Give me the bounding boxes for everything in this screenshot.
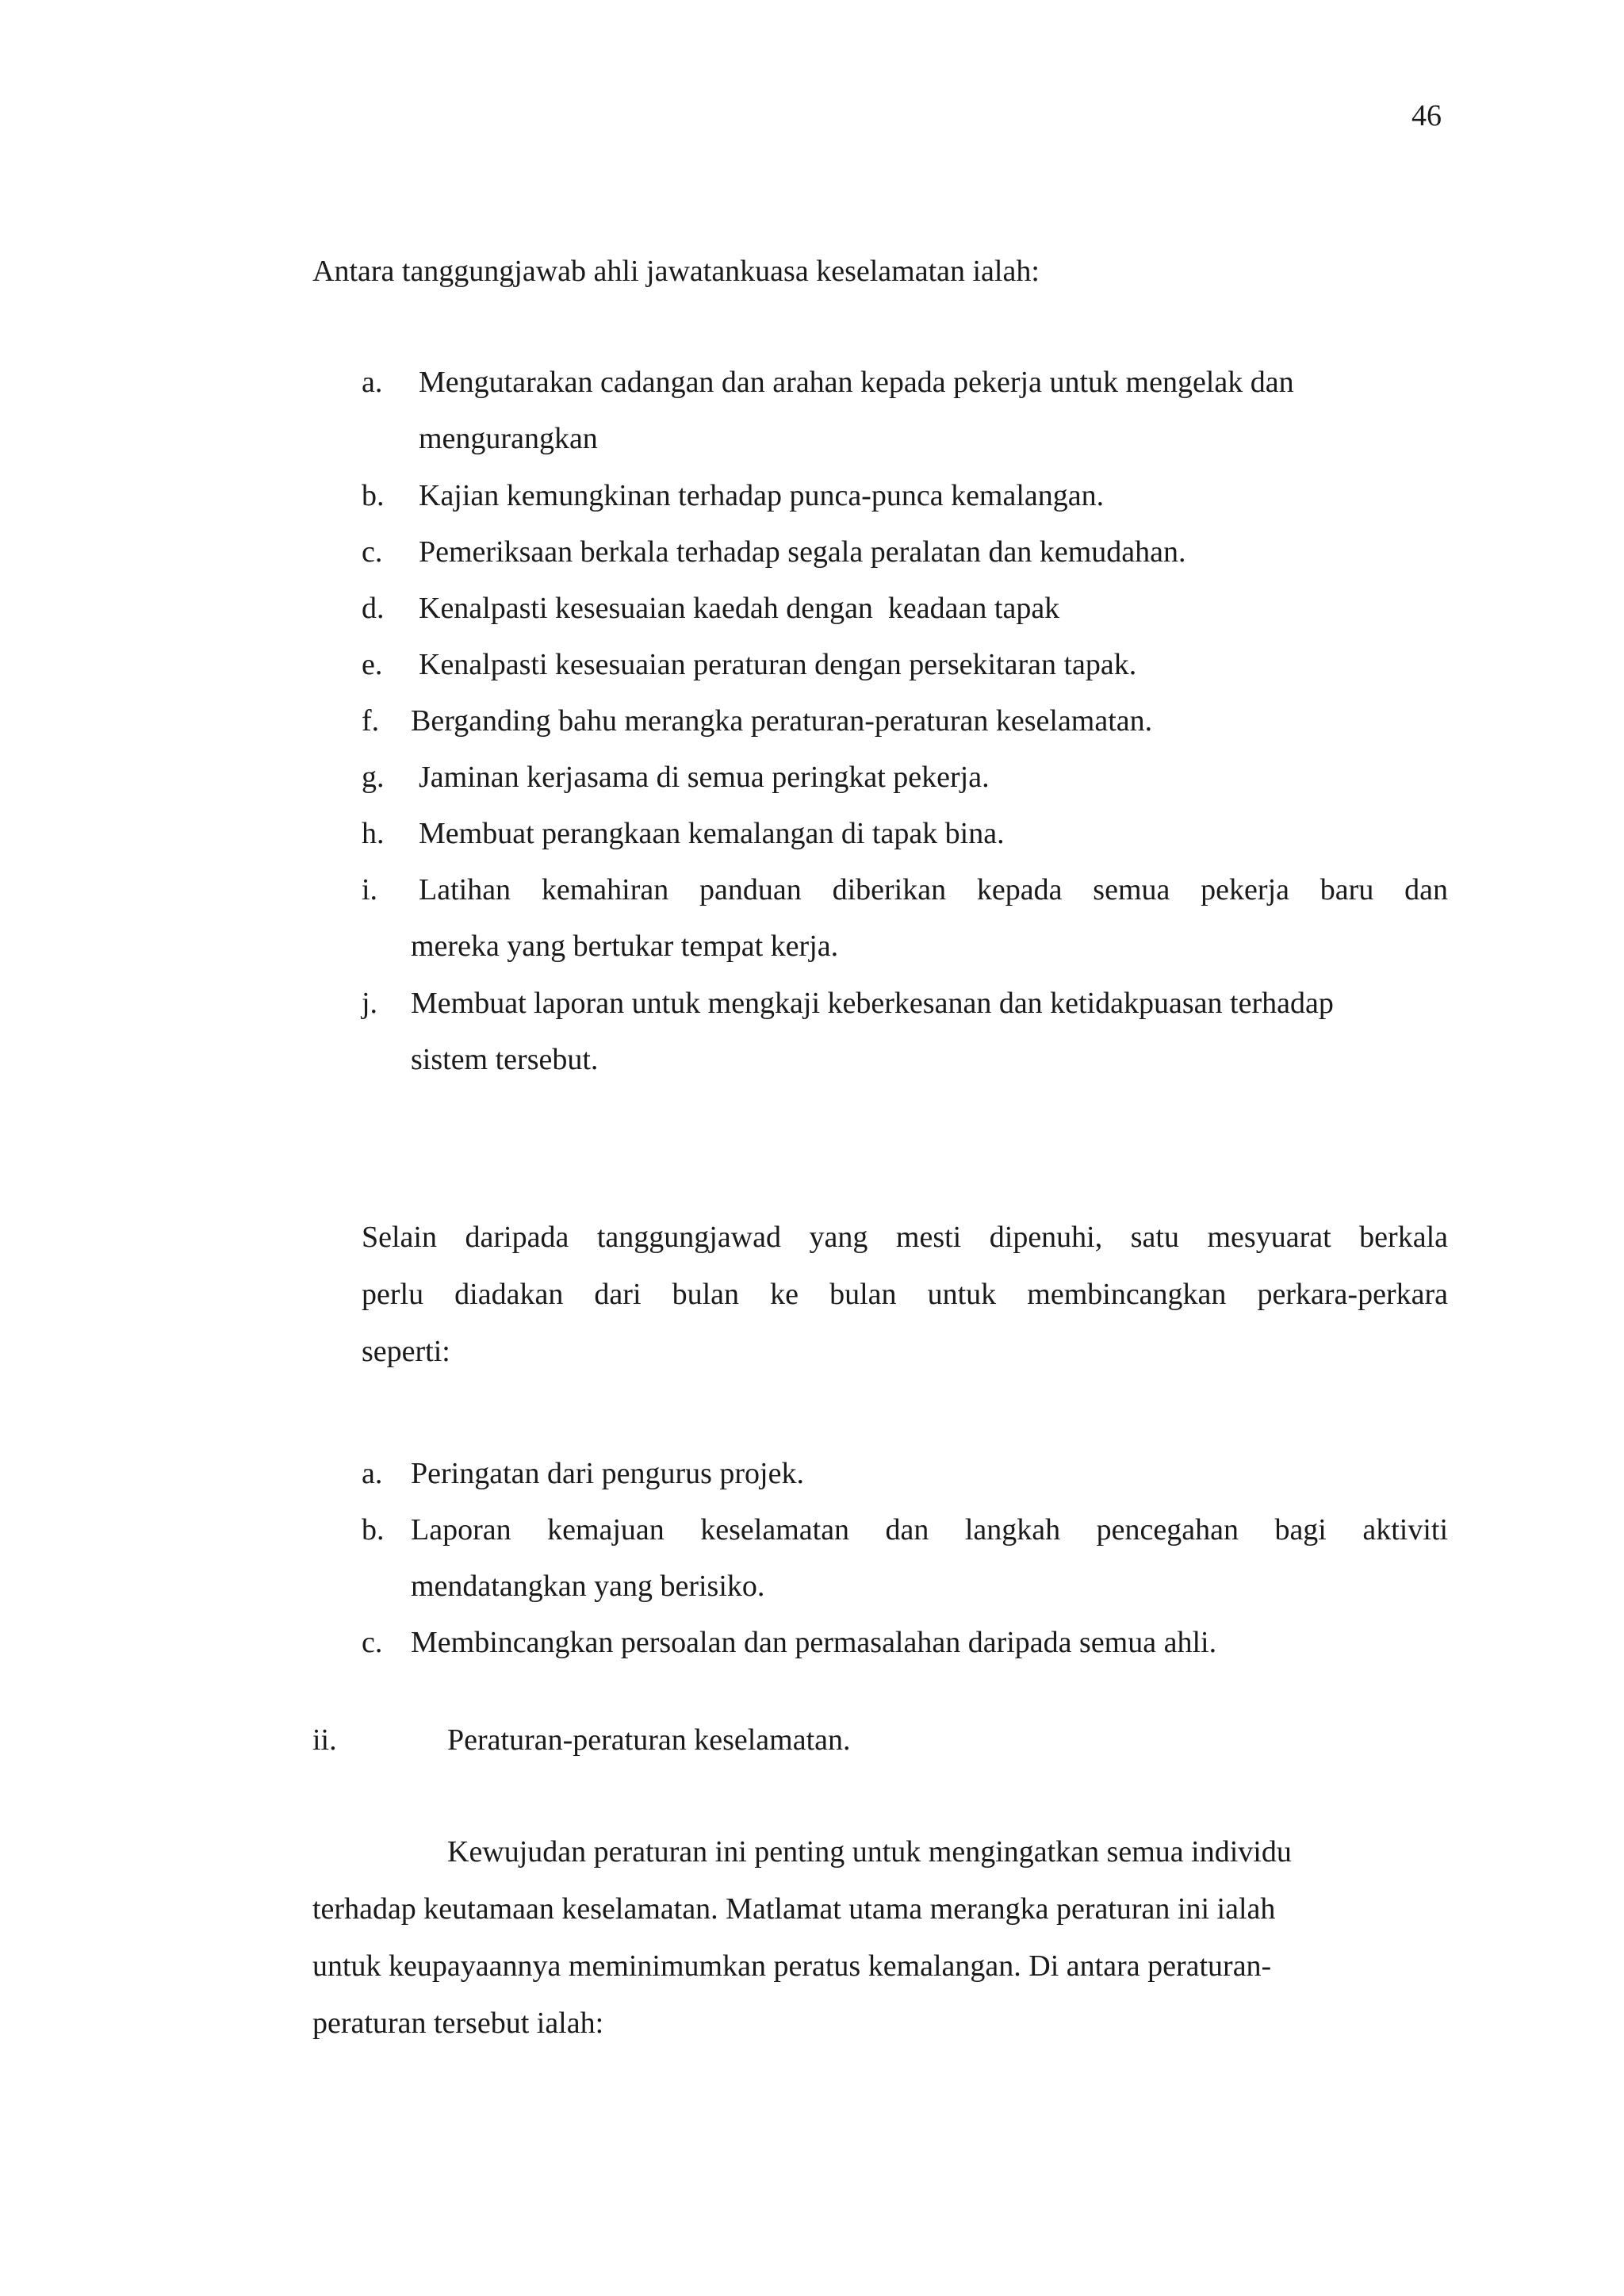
page-number: 46 — [1411, 99, 1442, 132]
list-item-marker: g. — [362, 761, 385, 794]
section-title: Peraturan-peraturan keselamatan. — [447, 1723, 851, 1757]
list-item-marker: d. — [362, 592, 385, 625]
list-item-text: Jaminan kerjasama di semua peringkat pekerja. — [419, 761, 990, 794]
list-item-text: Membuat perangkaan kemalangan di tapak bina. — [419, 817, 1005, 850]
list-item-text: Latihan kemahiran panduan diberikan kepada semua pekerja baru dan mereka yang bertukar tempat kerja. — [411, 873, 1448, 963]
list-item-text: Berganding bahu merangka peraturan-peraturan keselamatan. — [411, 704, 1153, 738]
list-item-marker: f. — [362, 704, 380, 738]
meeting-paragraph: Selain daripada tanggungjawad yang mesti dipenuhi, satu mesyuarat berkala perlu diadakan dari bulan ke bulan untuk membincangkan perkara-perkara seperti: — [362, 1221, 1448, 1368]
list-item-text: Kenalpasti kesesuaian peraturan dengan persekitaran tapak. — [419, 648, 1137, 681]
list-item-marker: i. — [362, 873, 378, 907]
list-item-text: Peringatan dari pengurus projek. — [411, 1457, 804, 1490]
list-item-text: Membuat laporan untuk mengkaji keberkesanan dan ketidakpuasan terhadap sistem tersebut. — [411, 987, 1334, 1076]
list-item-marker: a. — [362, 1457, 383, 1490]
list-item-marker: j. — [362, 987, 378, 1020]
list-item-text: Kajian kemungkinan terhadap punca-punca kemalangan. — [419, 479, 1105, 512]
list-item-marker: b. — [362, 479, 385, 512]
list-item-text: Laporan kemajuan keselamatan dan langkah pencegahan bagi aktiviti mendatangkan yang berisiko. — [411, 1513, 1448, 1603]
section-number: ii. — [312, 1723, 337, 1757]
list-item-text: Mengutarakan cadangan dan arahan kepada pekerja untuk mengelak dan mengurangkan — [419, 366, 1294, 455]
list-item-marker: e. — [362, 648, 383, 681]
intro-sentence: Antara tanggungjawab ahli jawatankuasa keselamatan ialah: — [312, 255, 1040, 288]
list-item-marker: b. — [362, 1513, 385, 1547]
list-item-marker: h. — [362, 817, 385, 850]
list-item-marker: a. — [362, 366, 383, 399]
list-item-text: Membincangkan persoalan dan permasalahan daripada semua ahli. — [411, 1626, 1217, 1659]
list-item-marker: c. — [362, 535, 383, 569]
closing-paragraph: Kewujudan peraturan ini penting untuk mengingatkan semua individu terhadap keutamaan keselamatan. Matlamat utama merangka peraturan ini ialah untuk keupayaannya meminimumkan peratus kemalangan. Di antara peraturan- peraturan tersebut ialah: — [312, 1835, 1292, 2040]
list-item-marker: c. — [362, 1626, 383, 1659]
list-item-text: Kenalpasti kesesuaian kaedah dengan keadaan tapak — [419, 592, 1060, 625]
list-item-text: Pemeriksaan berkala terhadap segala peralatan dan kemudahan. — [419, 535, 1186, 569]
